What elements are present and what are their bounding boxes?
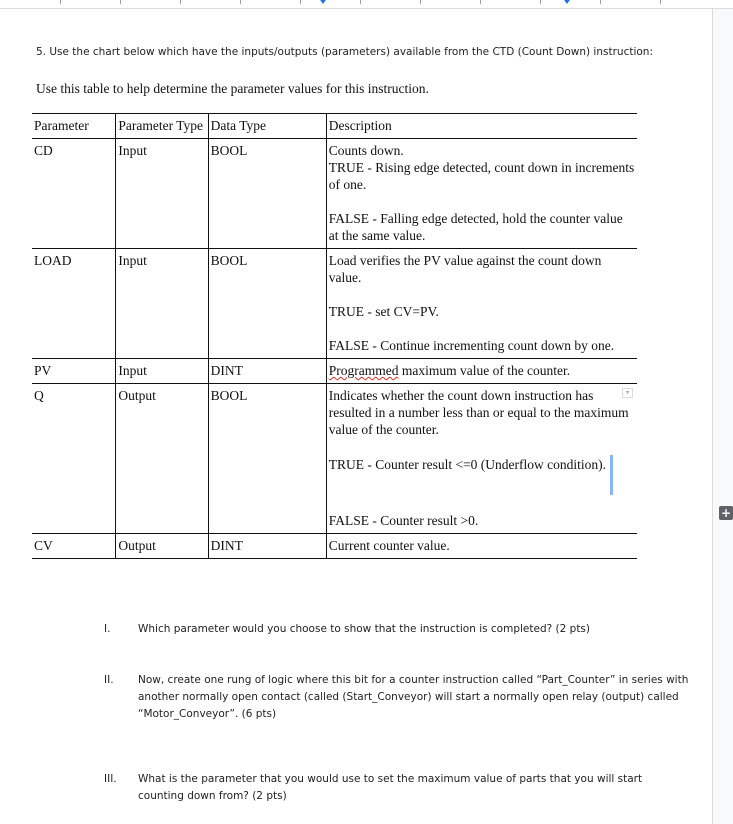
- desc-line: Current counter value.: [328, 538, 450, 553]
- text-cursor: [610, 455, 613, 495]
- list-item: [90, 771, 690, 805]
- ruler-tick: [420, 0, 421, 4]
- cell-parameter: Q: [34, 388, 44, 403]
- add-icon[interactable]: +: [720, 506, 732, 520]
- cell-type: Input: [116, 139, 208, 249]
- ruler-indent-marker[interactable]: [318, 0, 328, 4]
- question-intro: 5. Use the chart below which have the inputs/outputs (parameters) available from the CTD (Count Down) instruction:: [36, 46, 653, 58]
- question-text: What is the parameter that you would use to set the maximum value of parts that you will start counting down from? (2 pts): [138, 773, 643, 802]
- desc-line: Indicates whether the count down instruction has resulted in a number less than or equal to the maximum value of the counter.: [328, 388, 629, 437]
- cell-parameter: CV: [34, 538, 53, 553]
- chevron-down-icon[interactable]: ▾: [622, 388, 633, 398]
- question-text: Now, create one rung of logic where this bit for a counter instruction called “Part_Counter” in series with another normally open contact (called (Start_Conveyor) will start a normally open relay (output) called “Motor_Conveyor”. (6 pts): [138, 674, 689, 720]
- ruler-tick: [540, 0, 541, 4]
- header-data-type: Data Type: [208, 114, 326, 139]
- cell-description: [326, 359, 637, 384]
- cell-parameter: CD: [34, 143, 53, 158]
- cell-type: Output: [116, 384, 208, 534]
- desc-line: Load verifies the PV value against the count down value.: [328, 253, 602, 285]
- question-list: [90, 621, 690, 805]
- cell-type: Input: [116, 249, 208, 359]
- ruler-tick: [660, 0, 661, 4]
- cell-data-type: DINT: [208, 534, 326, 559]
- desc-text: TRUE - Counter result <=0 (Underflow condition).: [328, 457, 607, 472]
- desc-line: FALSE - Counter result >0.: [328, 513, 479, 528]
- cell-parameter: PV: [34, 363, 52, 378]
- table-row: [32, 534, 637, 559]
- list-item: [90, 621, 690, 638]
- header-parameter-type: Parameter Type: [116, 114, 208, 139]
- desc-line: FALSE - Continue incrementing count down by one.: [328, 338, 615, 353]
- cell-type: Input: [116, 359, 208, 384]
- table-note: Use this table to help determine the parameter values for this instruction.: [36, 81, 429, 96]
- desc-line-selected: [329, 455, 635, 495]
- desc-line: Counts down.: [328, 143, 404, 158]
- question-number: I.: [104, 623, 111, 635]
- cell-data-type: DINT: [208, 359, 326, 384]
- header-description: Description: [326, 114, 637, 139]
- document-page[interactable]: [0, 9, 713, 824]
- cell-description[interactable]: [326, 384, 637, 534]
- ruler[interactable]: [0, 0, 733, 9]
- cell-type: Output: [116, 534, 208, 559]
- header-parameter: Parameter: [34, 118, 89, 133]
- desc-line: FALSE - Falling edge detected, hold the counter value at the same value.: [328, 211, 623, 243]
- desc-line: TRUE - Rising edge detected, count down in increments of one.: [328, 160, 635, 192]
- question-text: Which parameter would you choose to show that the instruction is completed? (2 pts): [138, 623, 590, 635]
- ruler-tick: [360, 0, 361, 4]
- cell-description: [326, 249, 637, 359]
- list-item: [90, 672, 690, 723]
- ruler-tick: [300, 0, 301, 4]
- table-row: [32, 139, 637, 249]
- table-row: [32, 359, 637, 384]
- spelling-flagged-word[interactable]: Programmed: [328, 363, 399, 378]
- ruler-indent-marker[interactable]: [562, 0, 572, 4]
- table-row: [32, 384, 637, 534]
- ruler-tick: [480, 0, 481, 4]
- ruler-tick: [180, 0, 181, 4]
- cell-data-type: BOOL: [208, 249, 326, 359]
- desc-line: TRUE - set CV=PV.: [328, 304, 439, 319]
- ruler-tick: [600, 0, 601, 4]
- ruler-tick: [240, 0, 241, 4]
- parameter-table: [32, 113, 637, 559]
- desc-line: maximum value of the counter.: [398, 363, 571, 378]
- cell-parameter: LOAD: [34, 253, 72, 268]
- ruler-tick: [120, 0, 121, 4]
- ruler-tick: [60, 0, 61, 4]
- cell-data-type: BOOL: [208, 139, 326, 249]
- question-number: II.: [104, 674, 114, 686]
- cell-description: [326, 534, 637, 559]
- cell-data-type: BOOL: [208, 384, 326, 534]
- cell-description: [326, 139, 637, 249]
- table-row: [32, 249, 637, 359]
- table-header-row: [32, 114, 637, 139]
- question-number: III.: [104, 773, 117, 785]
